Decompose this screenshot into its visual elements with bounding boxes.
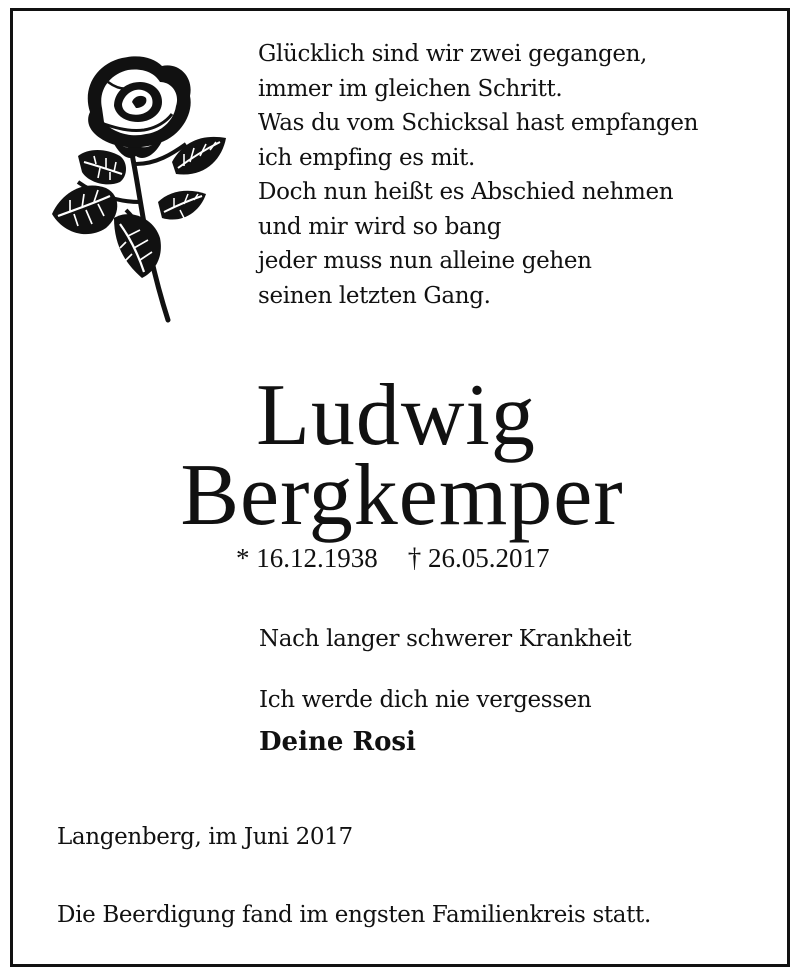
place-date: Langenberg, im Juni 2017 [57,824,353,850]
first-name: Ludwig [256,367,536,464]
poem-line: Glücklich sind wir zwei gegangen, [258,41,648,67]
poem-line: immer im gleichen Schritt. [258,75,563,102]
illness-note: Nach langer schwerer Krankheit [259,626,632,652]
poem-line: jeder muss nun alleine gehen [258,248,592,274]
rose-icon [44,52,234,324]
poem [258,37,698,313]
death-date: † 26.05.2017 [407,543,550,573]
poem-line: Doch nun heißt es Abschied nehmen [258,179,674,205]
poem-line: Was du vom Schicksal hast empfangen [258,110,699,136]
poem-line: und mir wird so bang [258,213,502,240]
poem-line: seinen letzten Gang. [258,282,491,309]
never-forget-text: Ich werde dich nie vergessen [259,687,592,713]
poem-line: ich empfing es mit. [258,144,476,171]
birth-date: * 16.12.1938 [236,543,378,573]
life-dates [236,541,550,575]
funeral-note: Die Beerdigung fand im engsten Familienkreis statt. [57,902,651,928]
signoff: Deine Rosi [259,727,416,757]
last-name: Bergkemper [180,447,624,544]
